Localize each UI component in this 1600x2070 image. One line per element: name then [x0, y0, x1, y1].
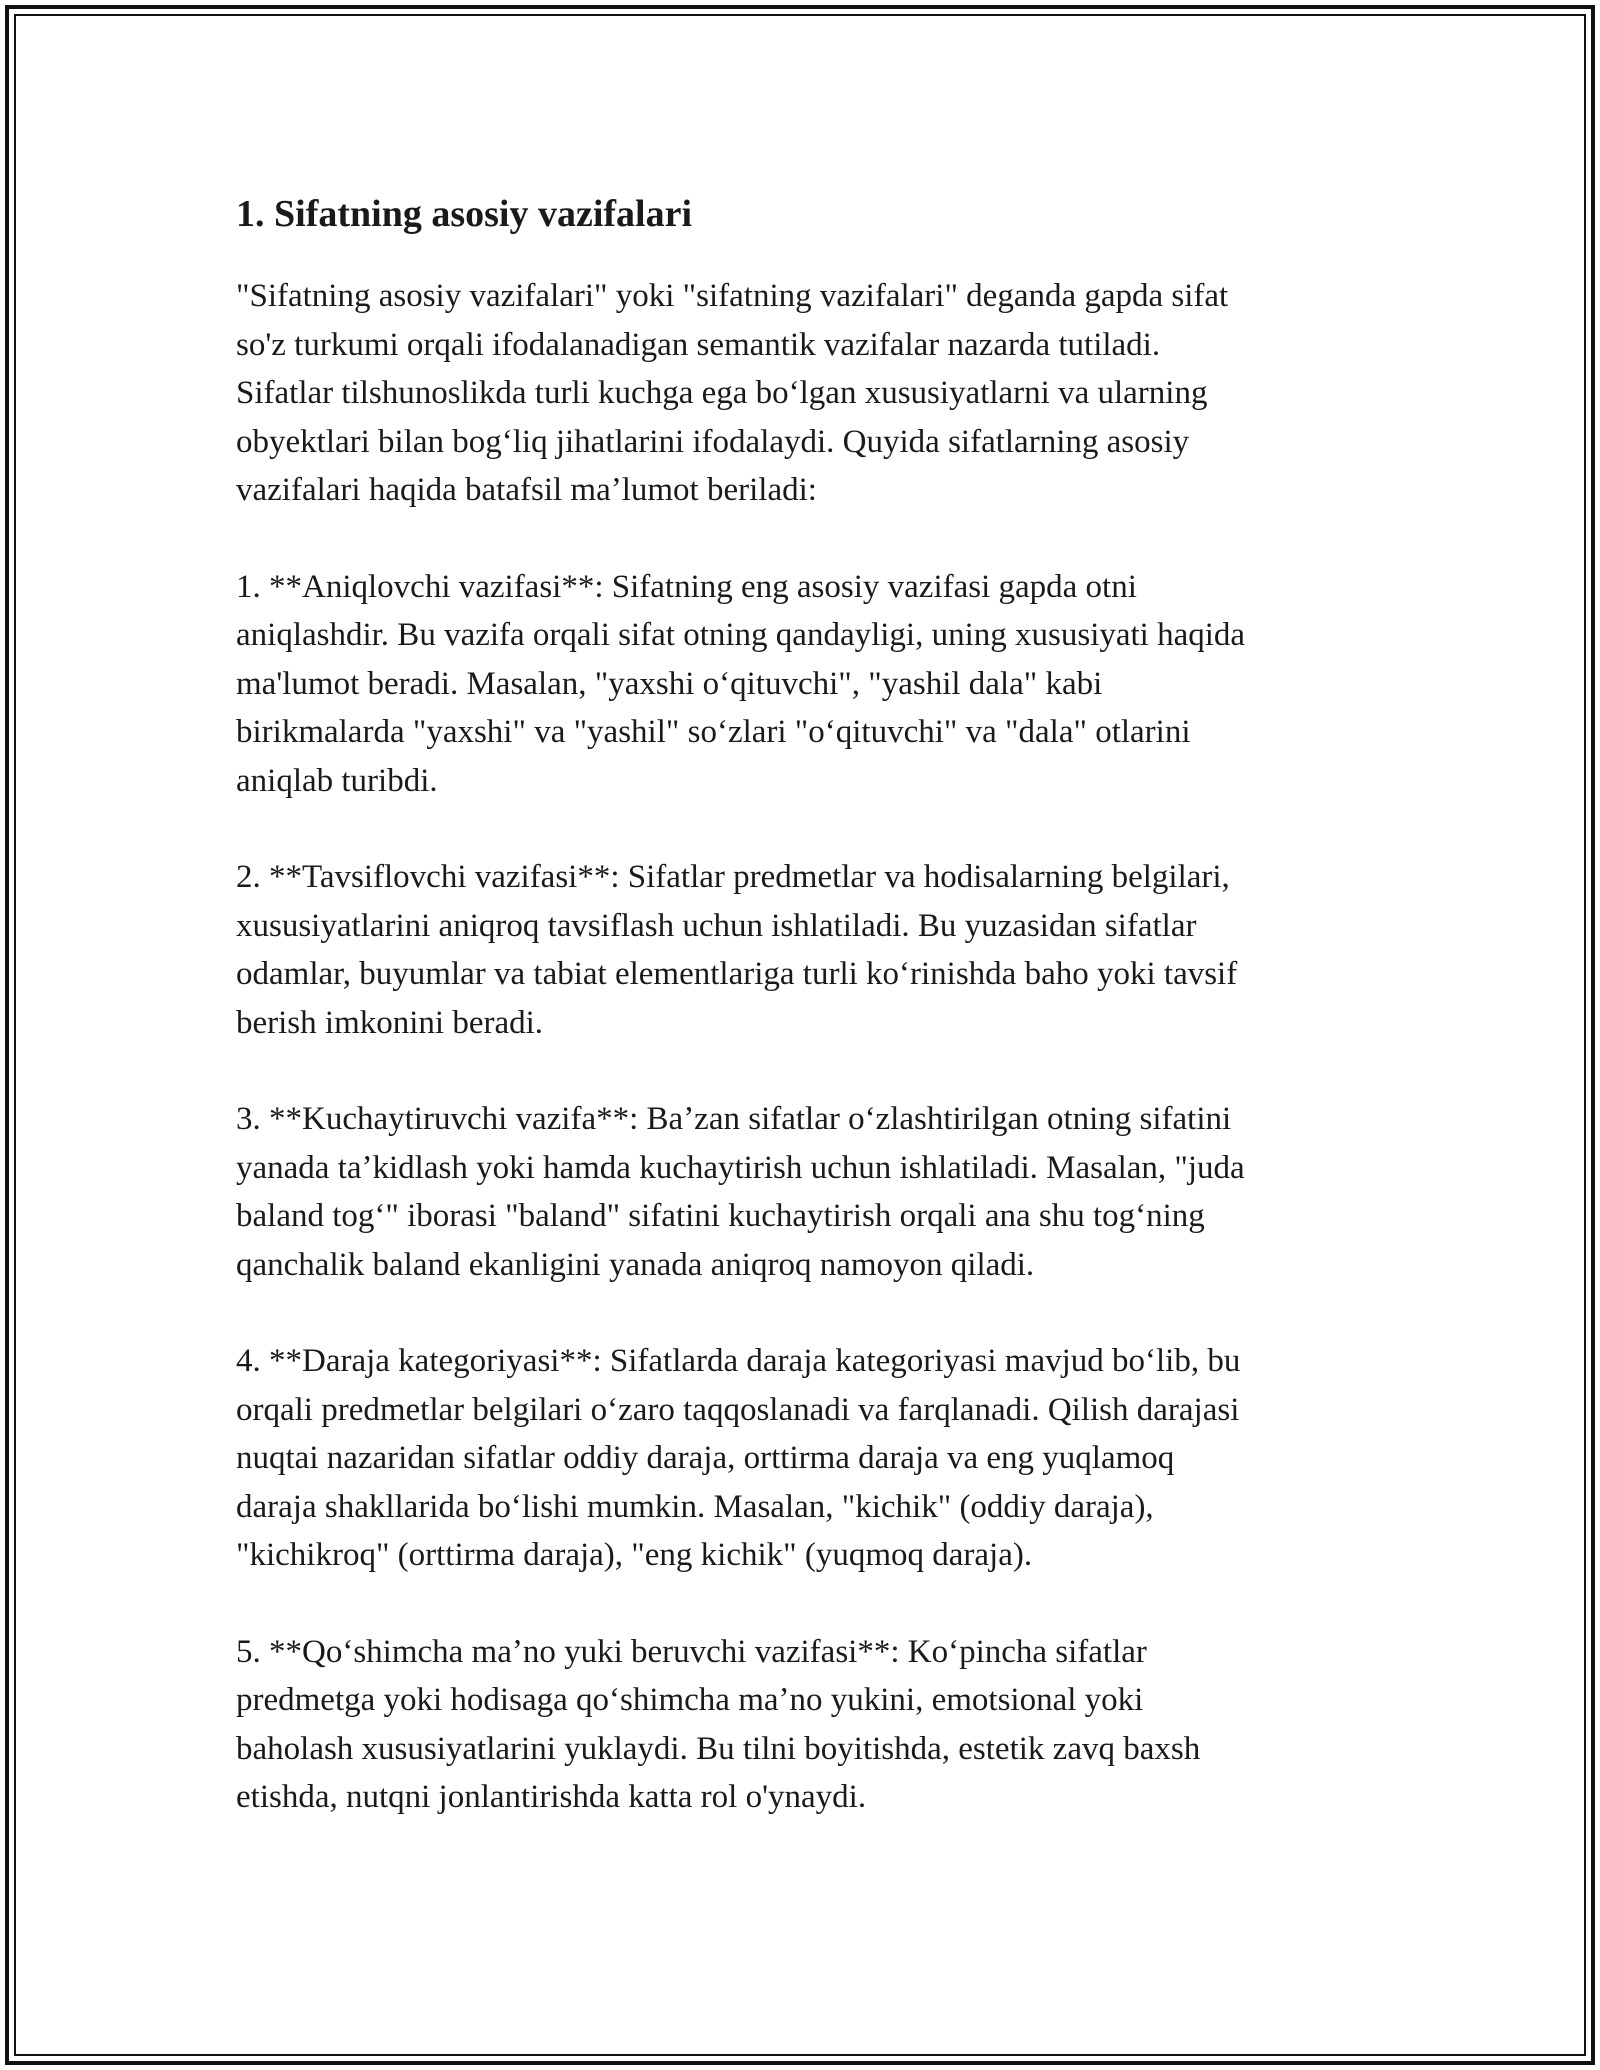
- intro-paragraph: "Sifatning asosiy vazifalari" yoki "sifatning vazifalari" deganda gapda sifat so'z turkumi orqali ifodalanadigan semantik vazifalar nazarda tutiladi. Sifatlar tilshunoslikda turli kuchga ega boʻlgan xususiyatlarni va ularning obyektlari bilan bogʻliq jihatlarini ifodalaydi. Quyida sifatlarning asosiy vazifalari haqida batafsil maʼlumot beriladi:: [236, 278, 1229, 508]
- paragraph-kuchaytiruvchi: 3. **Kuchaytiruvchi vazifa**: Baʼzan sifatlar oʻzlashtirilgan otning sifatini yanada taʼkidlash yoki hamda kuchaytirish uchun ishlatiladi. Masalan, "juda baland togʻ" iborasi "baland" sifatini kuchaytirish orqali ana shu togʻning qanchalik baland ekanligini yanada aniqroq namoyon qiladi.: [236, 1101, 1245, 1283]
- section-heading: 1. Sifatning asosiy vazifalari: [236, 193, 693, 235]
- paragraph-daraja: 4. **Daraja kategoriyasi**: Sifatlarda daraja kategoriyasi mavjud boʻlib, bu orqali predmetlar belgilari oʻzaro taqqoslanadi va farqlanadi. Qilish darajasi nuqtai nazaridan sifatlar oddiy daraja, orttirma daraja va eng yuqlamoq daraja shakllarida boʻlishi mumkin. Masalan, "kichik" (oddiy daraja), "kichikroq" (orttirma daraja), "eng kichik" (yuqmoq daraja).: [236, 1343, 1241, 1573]
- paragraph-tavsiflovchi: 2. **Tavsiflovchi vazifasi**: Sifatlar predmetlar va hodisalarning belgilari, xususiyatlarini aniqroq tavsiflash uchun ishlatiladi. Bu yuzasidan sifatlar odamlar, buyumlar va tabiat elementlariga turli koʻrinishda baho yoki tavsif berish imkonini beradi.: [236, 859, 1238, 1041]
- document-body: [236, 186, 1376, 1870]
- paragraph-qoshimcha: 5. **Qoʻshimcha maʼno yuki beruvchi vazifasi**: Koʻpincha sifatlar predmetga yoki hodisaga qoʻshimcha maʼno yukini, emotsional yoki baholash xususiyatlarini yuklaydi. Bu tilni boyitishda, estetik zavq baxsh etishda, nutqni jonlantirishda katta rol o'ynaydi.: [236, 1633, 1201, 1815]
- paragraph-aniqlovchi: 1. **Aniqlovchi vazifasi**: Sifatning eng asosiy vazifasi gapda otni aniqlashdir. Bu vazifa orqali sifat otning qandayligi, uning xususiyati haqida ma'lumot beradi. Masalan, "yaxshi oʻqituvchi", "yashil dala" kabi birikmalarda "yaxshi" va "yashil" soʻzlari "oʻqituvchi" va "dala" otlarini aniqlab turibdi.: [236, 568, 1246, 799]
